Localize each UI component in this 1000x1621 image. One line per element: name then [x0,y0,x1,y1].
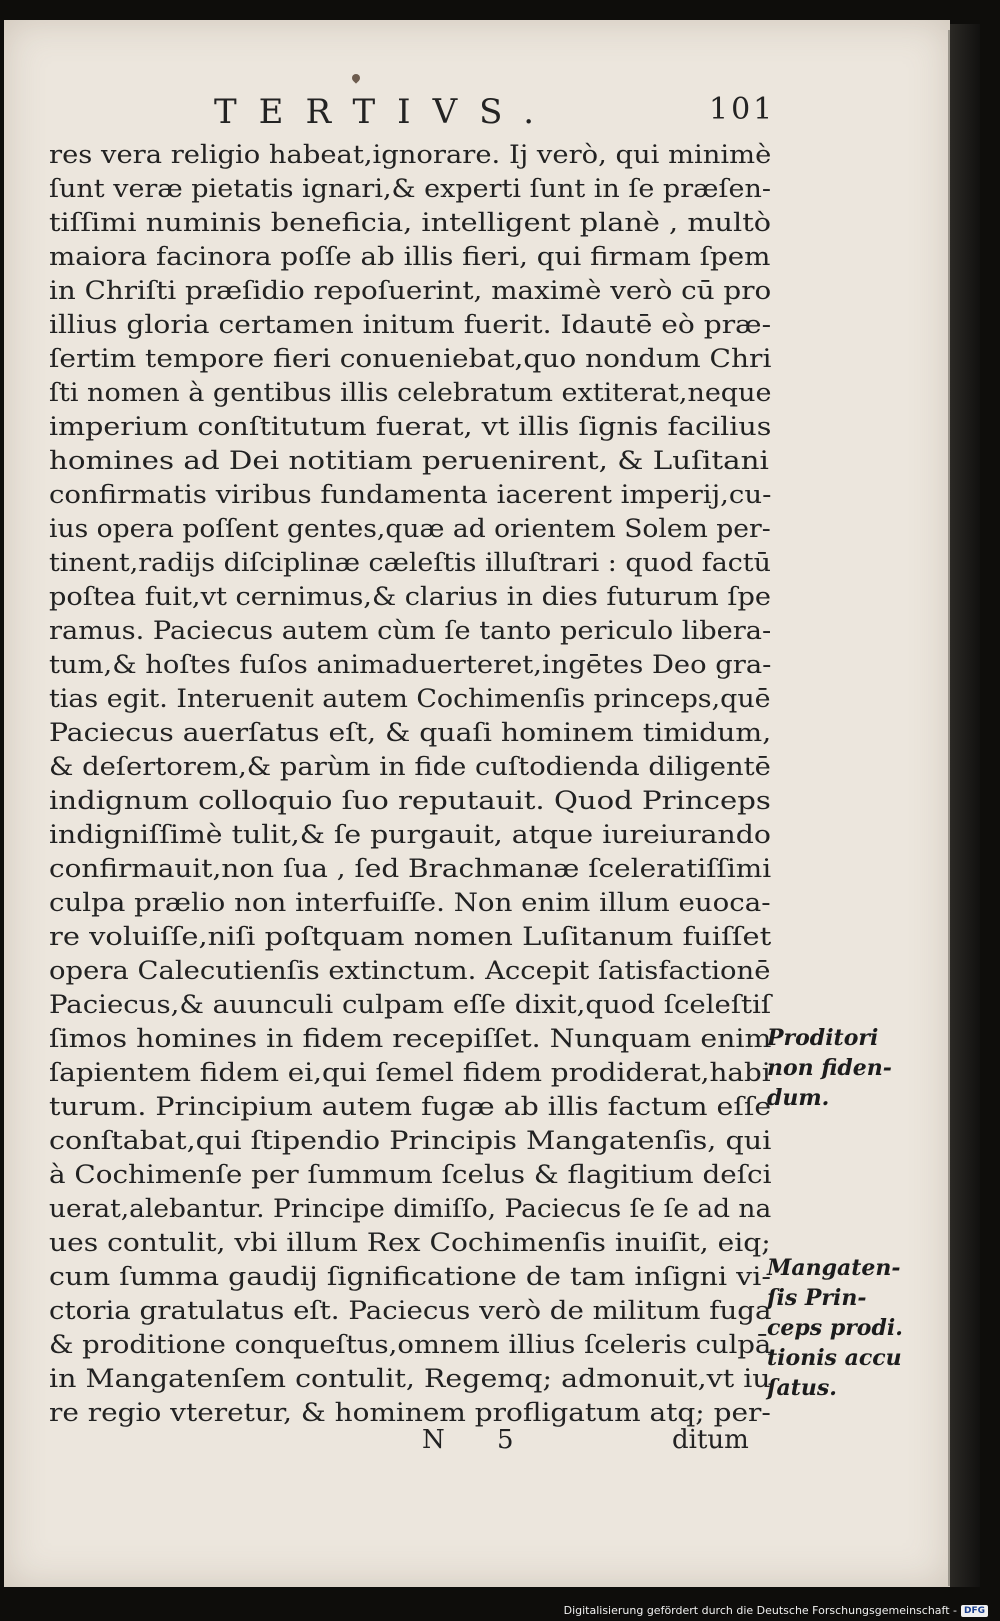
text-line: in Chriſti præſidio repoſuerint, maximè verò cū pro [49,276,772,306]
note-line: ſis Prin- [767,1285,867,1311]
body-text [49,138,774,1430]
running-head [4,72,950,132]
text-line: ſertim tempore fieri conueniebat,quo nondum Chri [49,344,772,374]
text-line: res vera religio habeat,ignorare. Ij verò, qui minimè [49,140,772,170]
page-number: 101 [709,92,776,127]
note-line: non fiden- [767,1055,892,1081]
dfg-logo: DFG [961,1605,988,1617]
text-line: & deſertorem,& parùm in fide cuſtodienda diligentē [49,752,771,782]
text-line: indignum colloquio ſuo reputauit. Quod Princeps [49,786,771,816]
text-line: turum. Principium autem fugæ ab illis factum eſſe [49,1092,772,1122]
text-line: cum ſumma gaudij ſignificatione de tam inſigni vi- [49,1262,771,1292]
text-line: ſunt veræ pietatis ignari,& experti ſunt in ſe præſen- [49,174,771,204]
text-line: tias egit. Interuenit autem Cochimenſis princeps,quē [49,684,771,714]
text-line: culpa prælio non interfuiſſe. Non enim illum euoca- [49,888,771,918]
text-line: tum,& hoſtes fuſos animaduerteret,ingētes Deo gra- [49,650,772,680]
note-line: ſatus. [767,1375,837,1401]
digitization-credit [564,1604,988,1617]
text-line: re voluiſſe,niſi poſtquam nomen Luſitanum fuiſſet [49,922,772,952]
text-line: Paciecus auerſatus eſt, & quaſi hominem timidum, [49,718,772,748]
text-line: illius gloria certamen initum fuerit. Idautē eò præ- [49,310,772,340]
note-line: Proditori [767,1025,879,1051]
note-line: tionis accu [767,1345,902,1371]
text-line: ſti nomen à gentibus illis celebratum extiterat,neque [49,378,772,408]
marginal-note-proditori [767,1023,947,1113]
text-line: opera Calecutienſis extinctum. Accepit ſatisfactionē [49,956,771,986]
text-line: poſtea fuit,vt cernimus,& clarius in dies futurum ſpe [49,582,771,612]
text-line: conſtabat,qui ſtipendio Principis Mangatenſis, qui [49,1126,772,1156]
marginal-note-mangatensis [767,1253,947,1403]
text-line: in Mangatenſem contulit, Regemq; admonuit,vt iu [49,1364,771,1394]
running-title: TERTIVS. [214,92,557,132]
text-line: indigniſſimè tulit,& ſe purgauit, atque iureiurando [49,820,771,850]
signature-mark: N 5 [422,1425,536,1455]
text-line: Paciecus,& auunculi culpam eſſe dixit,quod ſceleſtiſ [49,990,772,1020]
text-line: & proditione conqueſtus,omnem illius ſceleris culpā [49,1330,772,1360]
text-line: tinent,radijs diſciplinæ cæleſtis illuſtrari : quod factū [49,548,771,578]
page-edge-shadow [950,24,980,1587]
text-line: imperium conſtitutum fuerat, vt illis ſignis facilius [49,412,772,442]
text-line: tiſſimi numinis beneficia, intelligent planè , multò [49,208,772,238]
note-line: ceps prodi. [767,1315,903,1341]
book-page [4,20,950,1587]
text-line: confirmatis viribus fundamenta iacerent imperij,cu- [49,480,772,510]
text-line: confirmauit,non ſua , ſed Brachmanæ ſceleratiſſimi [49,854,772,884]
text-line: ſapientem fidem ei,qui ſemel fidem prodiderat,habi [49,1058,771,1088]
text-line: ues contulit, vbi illum Rex Cochimenſis inuiſit, eiq; [49,1228,771,1258]
text-line: ius opera poſſent gentes,quæ ad orientem Solem per- [49,514,771,544]
text-line: à Cochimenſe per ſummum ſcelus & flagitium deſci [49,1160,772,1190]
text-line: maiora facinora poſſe ab illis fieri, qui firmam ſpem [49,242,771,272]
text-line: ſimos homines in fidem recepiſſet. Nunquam enim [49,1024,772,1054]
text-line: homines ad Dei notitiam peruenirent, & Luſitani [49,446,769,476]
note-line: dum. [767,1085,830,1111]
text-line: ramus. Paciecus autem cùm ſe tanto periculo libera- [49,616,772,646]
text-line: re regio vteretur, & hominem profligatum atq; per- [49,1398,771,1428]
catchword: ditum [672,1425,749,1455]
text-line: uerat,alebantur. Principe dimiſſo, Paciecus ſe ſe ad na [49,1194,772,1224]
text-line: ctoria gratulatus eſt. Paciecus verò de militum fuga [49,1296,772,1326]
credit-text: Digitalisierung gefördert durch die Deutsche Forschungsgemeinschaft - [563,1604,957,1617]
note-line: Mangaten- [767,1255,901,1281]
